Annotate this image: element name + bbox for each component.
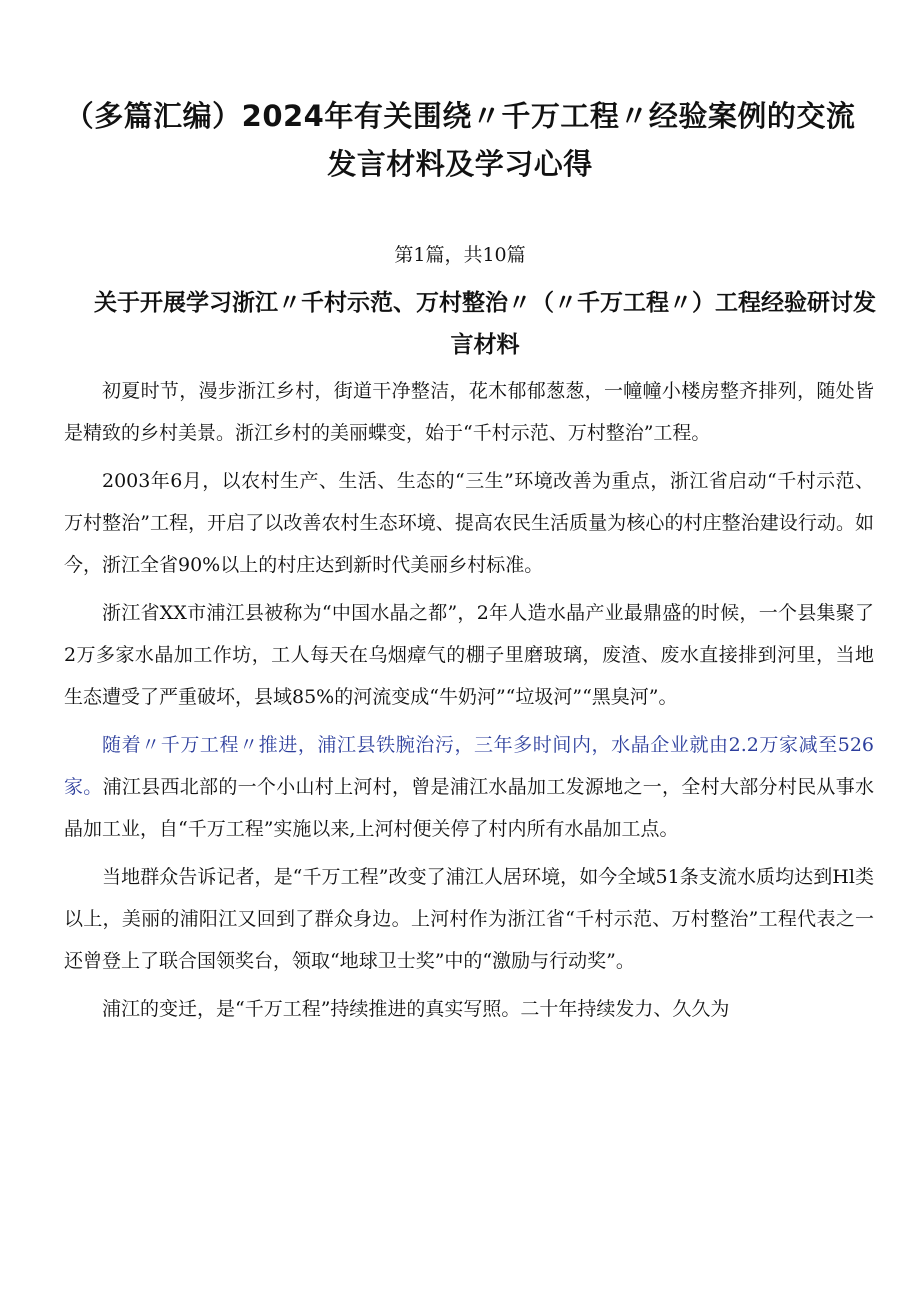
- article-body: [64, 370, 874, 1036]
- paragraph-4: [64, 724, 874, 850]
- paragraph-6: 浦江的变迁，是“千万工程”持续推进的真实写照。二十年持续发力、久久为: [102, 998, 730, 1020]
- paragraph-1: 初夏时节，漫步浙江乡村，街道干净整洁，花木郁郁葱葱，一幢幢小楼房整齐排列，随处皆是精致的乡村美景。浙江乡村的美丽蝶变，始于“千村示范、万村整治”工程。: [64, 380, 874, 444]
- highlighted-sentence: 随着〃千万工程〃推进，浦江县铁腕治污，三年多时间内，水晶企业就由2.2万家减至526家。: [64, 734, 874, 798]
- paragraph-2: 2003年6月，以农村生产、生活、生态的“三生”环境改善为重点，浙江省启动“千村示范、万村整治”工程，开启了以改善农村生态环境、提高农民生活质量为核心的村庄整治建设行动。如今，浙江全省90%以上的村庄达到新时代美丽乡村标准。: [64, 470, 874, 576]
- paragraph-4-rest: 浦江县西北部的一个小山村上河村，曾是浦江水晶加工发源地之一，全村大部分村民从事水晶加工业，自“千万工程”实施以来,上河村便关停了村内所有水晶加工点。: [64, 776, 874, 840]
- paragraph-5: 当地群众告诉记者，是“千万工程”改变了浦江人居环境，如今全域51条支流水质均达到Hl类以上，美丽的浦阳江又回到了群众身边。上河村作为浙江省“千村示范、万村整治”工程代表之一还曾登上了联合国领奖台，领取“地球卫士奖”中的“激励与行动奖”。: [64, 866, 874, 972]
- part-indicator: 第1篇，共10篇: [394, 244, 526, 266]
- article-title: 关于开展学习浙江〃千村示范、万村整治〃（〃千万工程〃）工程经验研讨发言材料: [94, 290, 876, 358]
- paragraph-3: 浙江省XX市浦江县被称为“中国水晶之都”，2年人造水晶产业最鼎盛的时候，一个县集聚了2万多家水晶加工作坊，工人每天在乌烟瘴气的棚子里磨玻璃，废渣、废水直接排到河里，当地生态遭受了严重破坏，县域85%的河流变成“牛奶河”“垃圾河”“黑臭河”。: [64, 602, 874, 708]
- document-title: （多篇汇编）2024年有关围绕〃千万工程〃经验案例的交流发言材料及学习心得: [64, 99, 856, 181]
